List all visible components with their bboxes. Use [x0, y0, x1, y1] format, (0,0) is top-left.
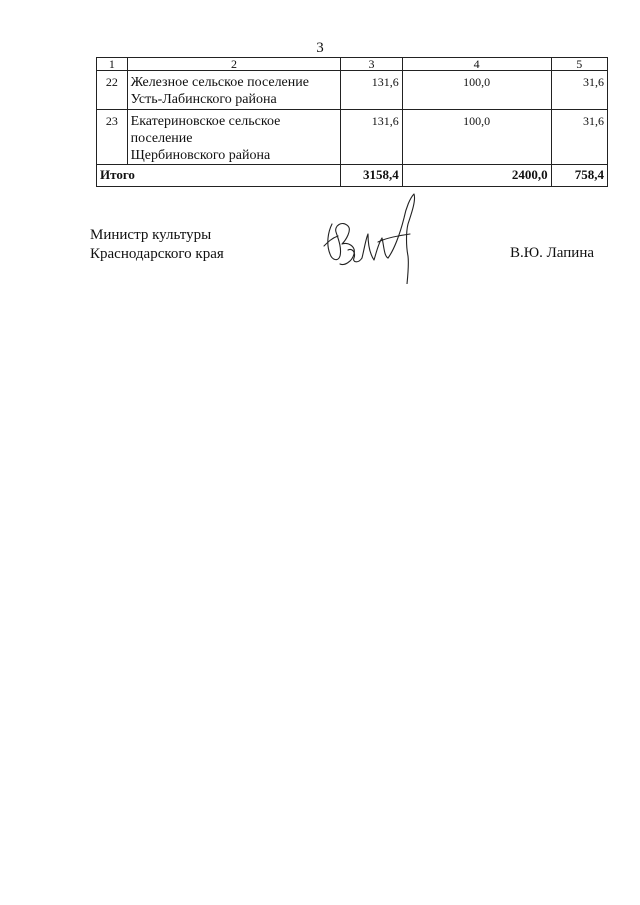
page-number: 3 [316, 40, 324, 56]
header-col-1: 1 [97, 58, 128, 71]
handwritten-signature [318, 192, 422, 284]
col5-value: 31,6 [551, 110, 607, 165]
table-row [97, 110, 608, 165]
settlement-name-line: Железное сельское поселение [130, 75, 309, 90]
settlement-name-line: Екатериновское сельское [130, 114, 281, 129]
settlement-name-line: Усть-Лабинского района [130, 92, 277, 107]
total-row [97, 165, 608, 187]
settlement-name-line: Щербиновского района [130, 148, 271, 163]
total-col4: 2400,0 [402, 165, 551, 187]
header-col-2: 2 [127, 58, 341, 71]
allocation-table [96, 57, 608, 187]
table-header-row [97, 58, 608, 71]
header-col-4: 4 [402, 58, 551, 71]
signatory-name: В.Ю. Лапина [509, 245, 594, 261]
col4-value: 100,0 [402, 110, 551, 165]
header-col-3: 3 [341, 58, 402, 71]
header-col-5: 5 [551, 58, 607, 71]
row-number: 22 [97, 71, 128, 110]
total-label: Итого [97, 165, 341, 187]
col3-value: 131,6 [341, 71, 402, 110]
signatory-title-line2: Краснодарского края [90, 246, 224, 262]
table-row [97, 71, 608, 110]
signatory-title-line1: Министр культуры [90, 227, 212, 243]
col3-value: 131,6 [341, 110, 402, 165]
signatory-title [90, 226, 224, 264]
col4-value: 100,0 [402, 71, 551, 110]
row-number: 23 [97, 110, 128, 165]
total-col5: 758,4 [551, 165, 607, 187]
settlement-name [127, 110, 341, 165]
col5-value: 31,6 [551, 71, 607, 110]
settlement-name [127, 71, 341, 110]
total-col3: 3158,4 [341, 165, 402, 187]
settlement-name-line: поселение [130, 131, 193, 146]
